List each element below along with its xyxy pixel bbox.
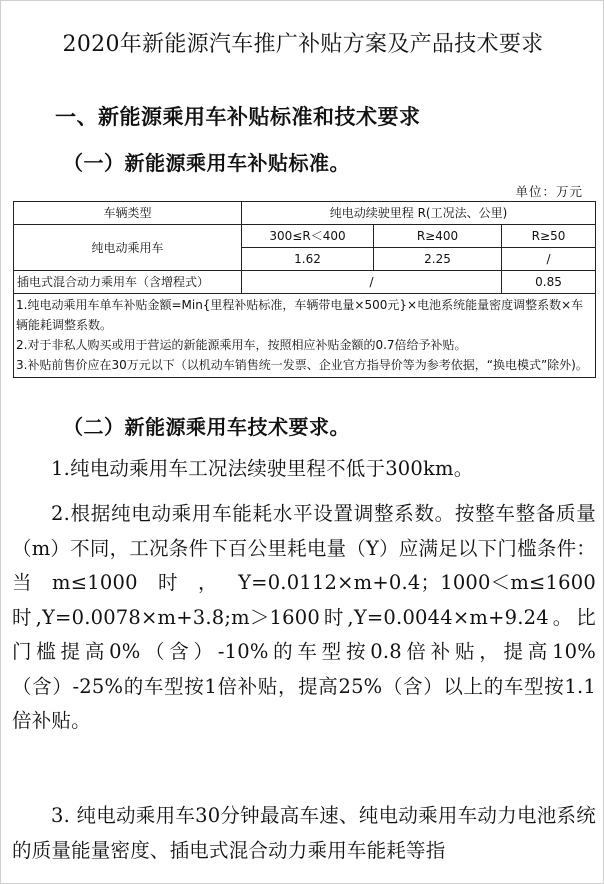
table-cell-value: /: [242, 271, 502, 294]
document-title: 2020年新能源汽车推广补贴方案及产品技术要求: [62, 32, 544, 57]
table-notes-row: [14, 294, 596, 378]
table-cell-range: 300≤R＜400: [242, 225, 374, 248]
table-cell-value: 1.62: [242, 248, 374, 271]
table-cell-range: R≥50: [502, 225, 596, 248]
table-row: [14, 271, 596, 294]
table-note: 3.补贴前售价应在30万元以下（以机动车销售统一发票、企业官方指导价等为参考依据，“换电模式”除外)。: [16, 358, 588, 372]
subsection-heading-requirements: （二）新能源乘用车技术要求。: [63, 415, 350, 439]
table-note: 2.对于非私人购买或用于营运的新能源乘用车，按照相应补贴金额的0.7倍给予补贴。: [16, 338, 467, 352]
paragraph: 2.根据纯电动乘用车能耗水平设置调整系数。按整车整备质量（m）不同，工况条件下百公里耗电量（Y）应满足以下门槛条件：当m≤1000时，Y=0.0112×m+0.4；1000＜m≤1600时,Y=0.0078×m+3.8;m＞1600时,Y=0.0044×m+9.24。比门槛提高0%（含）-10%的车型按0.8倍补贴，提高10%（含）-25%的车型按1倍补贴，提高25%（含）以上的车型按1.1倍补贴。: [12, 502, 596, 732]
section-heading: 一、新能源乘用车补贴标准和技术要求: [55, 105, 421, 129]
table-cell-value: 2.25: [374, 248, 502, 271]
table-row: [14, 225, 596, 248]
table-header-range: 纯电动续驶里程 R(工况法、公里): [242, 202, 596, 225]
table-cell-value: /: [502, 248, 596, 271]
subsection-heading-standard: （一）新能源乘用车补贴标准。: [63, 151, 350, 175]
table-note: 1.纯电动乘用车单车补贴金额=Min{里程补贴标准，车辆带电量×500元}×电池系统能量密度调整系数×车辆能耗调整系数。: [16, 298, 584, 332]
paragraph: 3. 纯电动乘用车30分钟最高车速、纯电动乘用车动力电池系统的质量能量密度、插电式混合动力乘用车能耗等指: [12, 804, 596, 862]
table-header-vehicle-type: 车辆类型: [14, 202, 242, 225]
subsidy-table: [13, 201, 596, 378]
table-notes: [14, 294, 596, 378]
table-header-row: [14, 202, 596, 225]
table-cell-bev-label: 纯电动乘用车: [14, 225, 242, 271]
table-cell-phev-label: 插电式混合动力乘用车（含增程式）: [14, 271, 242, 294]
paragraph: 1.纯电动乘用车工况法续驶里程不低于300km。: [51, 457, 474, 480]
table-cell-value: 0.85: [502, 271, 596, 294]
table-cell-range: R≥400: [374, 225, 502, 248]
unit-label: 单位：万元: [515, 184, 583, 199]
